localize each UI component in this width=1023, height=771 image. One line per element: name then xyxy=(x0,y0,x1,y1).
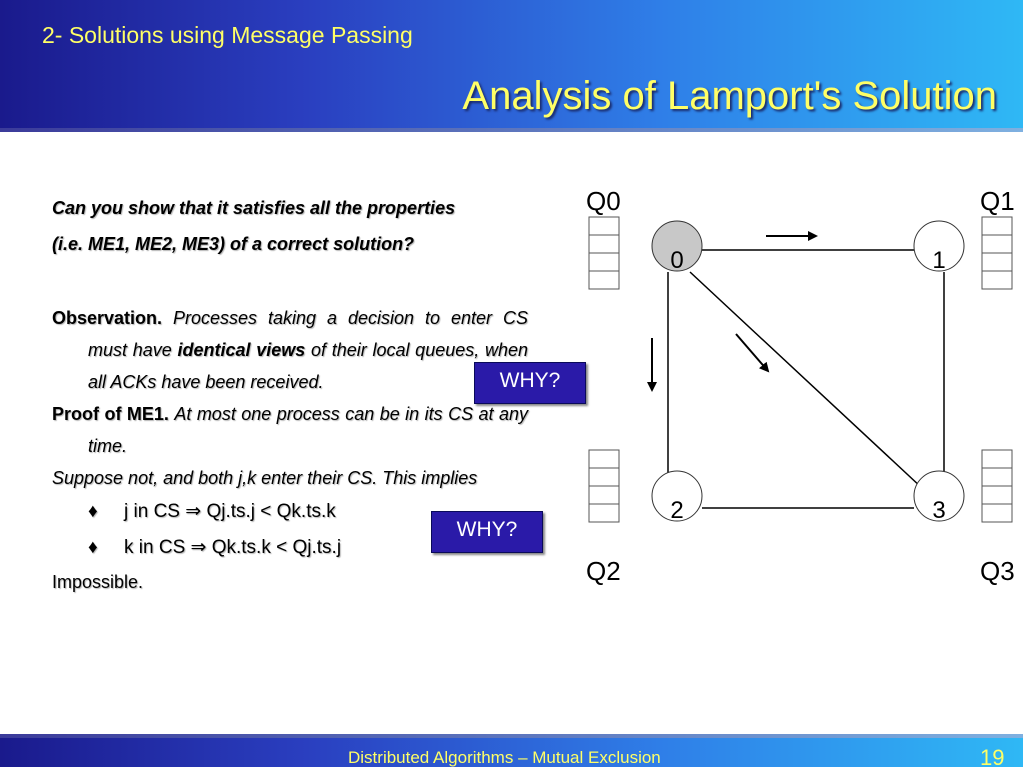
queue-q0 xyxy=(589,217,619,289)
question-line-2: (i.e. ME1, ME2, ME3) of a correct solution? xyxy=(52,234,415,254)
observation-emphasis: identical views xyxy=(177,340,306,360)
proof-label: Proof of ME1. xyxy=(52,404,169,424)
diamond-bullet-icon: ♦ xyxy=(88,501,98,522)
bullet-text: j in CS ⇒ Qj.ts.j < Qk.ts.k xyxy=(124,501,336,522)
impossible-line: Impossible. xyxy=(52,572,144,592)
spacer xyxy=(52,262,528,302)
observation-text-1: Processes taking a decision to enter CS must have xyxy=(88,308,528,360)
queue-label-q3: Q3 xyxy=(980,556,1015,586)
bullet-text: k in CS ⇒ Qk.ts.k < Qj.ts.j xyxy=(124,537,342,558)
proof-paragraph xyxy=(52,398,528,462)
diamond-bullet-icon: ♦ xyxy=(88,537,98,558)
queue-q2 xyxy=(589,450,619,522)
queue-q1 xyxy=(982,217,1012,289)
queue-label-q2: Q2 xyxy=(586,556,621,586)
node-0 xyxy=(652,221,702,274)
observation-text-2: of their local queues, when all ACKs have been received. xyxy=(88,340,528,392)
why-box-proof[interactable]: WHY? xyxy=(431,511,543,553)
observation-paragraph xyxy=(52,302,528,398)
section-title: 2- Solutions using Message Passing xyxy=(42,22,413,48)
suppose-text: Suppose not, and both j,k enter their CS. This implies xyxy=(52,468,478,488)
suppose-paragraph xyxy=(52,462,528,494)
node-3 xyxy=(914,471,964,524)
svg-text:0: 0 xyxy=(670,247,684,274)
slide-title: Analysis of Lamport's Solution xyxy=(462,74,997,118)
lamport-diagram xyxy=(580,180,1023,600)
header-divider xyxy=(0,128,1023,132)
svg-text:2: 2 xyxy=(670,497,684,524)
page-number: 19 xyxy=(980,745,1005,770)
svg-text:1: 1 xyxy=(932,247,946,274)
node-1 xyxy=(914,221,964,274)
observation-label: Observation. xyxy=(52,308,163,328)
edge-0-3 xyxy=(690,272,922,488)
footer-text: Distributed Algorithms – Mutual Exclusion xyxy=(348,748,661,767)
question-line-1: Can you show that it satisfies all the properties xyxy=(52,198,456,218)
why-box-observation[interactable]: WHY? xyxy=(474,362,586,404)
queue-q3 xyxy=(982,450,1012,522)
node-2 xyxy=(652,471,702,524)
queue-label-q1: Q1 xyxy=(980,186,1015,216)
queue-label-q0: Q0 xyxy=(586,186,621,216)
svg-text:3: 3 xyxy=(932,497,946,524)
proof-text: At most one process can be in its CS at any time. xyxy=(88,404,529,456)
